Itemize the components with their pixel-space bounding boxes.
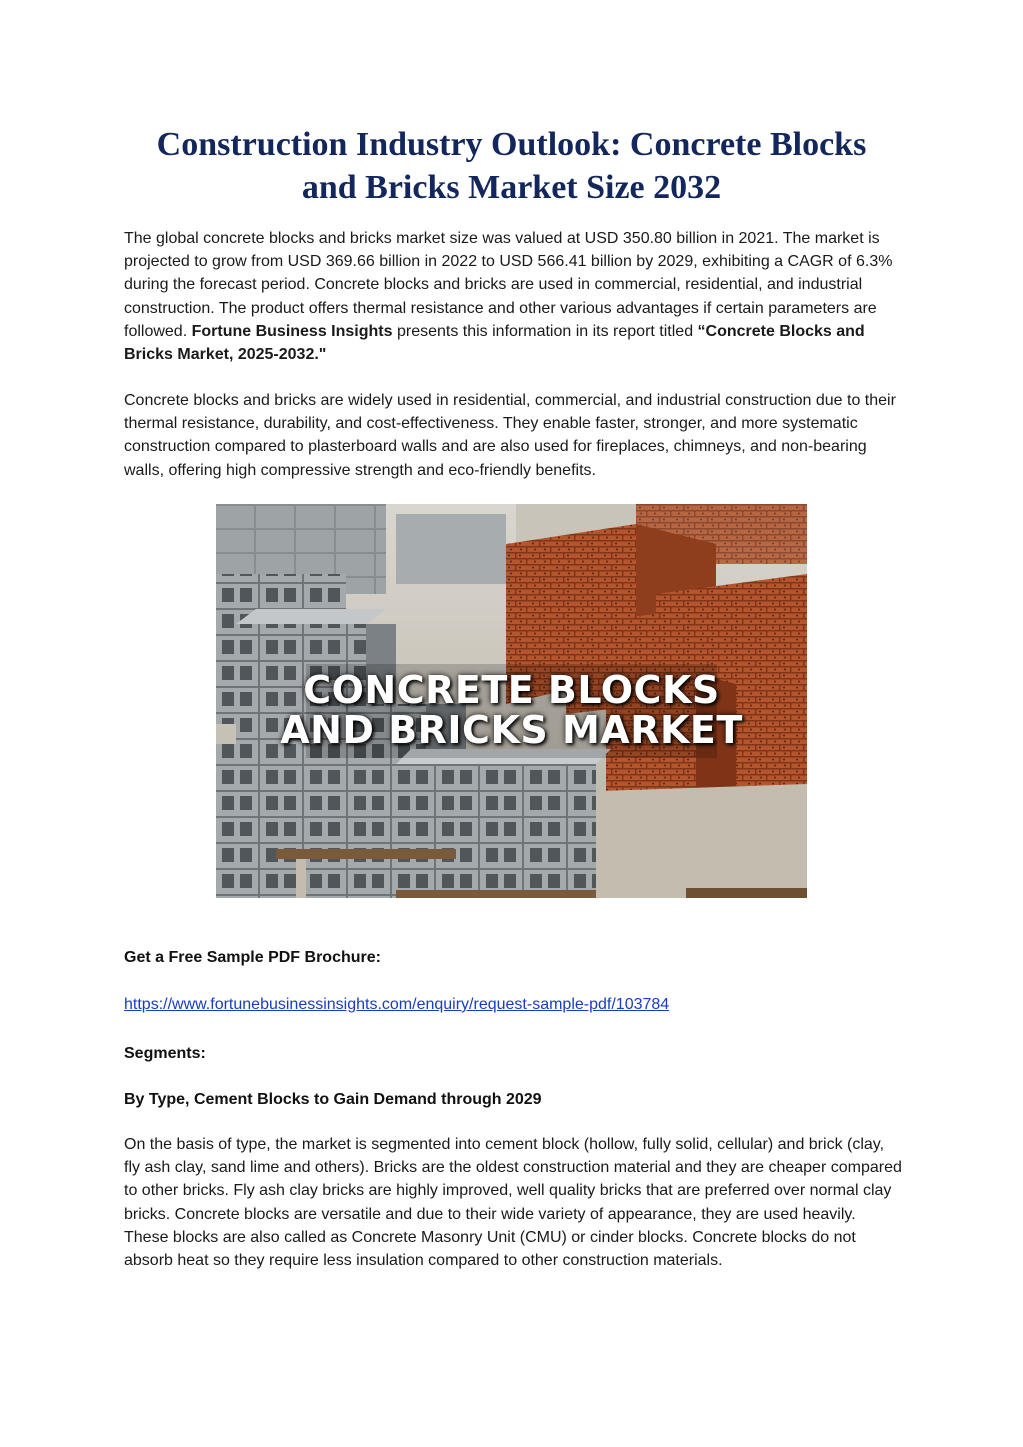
brochure-heading: Get a Free Sample PDF Brochure: — [124, 949, 381, 966]
report-title: “Concrete Blocks and Bricks Market, 2025-2032." — [124, 322, 865, 364]
hero-caption-line-2: AND BRICKS MARKET — [280, 708, 743, 752]
segments-heading: Segments: — [124, 1045, 206, 1062]
page-title — [100, 123, 923, 209]
intro-text-b: presents this information in its report titled — [392, 322, 698, 340]
publisher-name: Fortune Business Insights — [191, 322, 393, 340]
intro-paragraph — [124, 227, 904, 366]
title-line-2: and Bricks Market Size 2032 — [301, 169, 722, 206]
hero-caption-line-1: CONCRETE BLOCKS — [303, 668, 720, 712]
title-line-1: Construction Industry Outlook: Concrete Blocks — [156, 126, 867, 163]
by-type-heading: By Type, Cement Blocks to Gain Demand through 2029 — [124, 1091, 542, 1108]
type-paragraph: On the basis of type, the market is segmented into cement block (hollow, fully solid, cellular) and brick (clay, fly ash clay, sand lime and others). Bricks are the oldest construction material and they are cheaper compared to other bricks. Fly ash clay bricks are highly improved, well quality bricks that are preferred over normal clay bricks. Concrete blocks are versatile and due to their wide variety of appearance, they are used heavily. These blocks are also called as Concrete Masonry Unit (CMU) or cinder blocks. Concrete blocks do not absorb heat so they require less insulation compared to other construction materials. — [124, 1136, 902, 1270]
usage-paragraph: Concrete blocks and bricks are widely used in residential, commercial, and industrial construction due to their thermal resistance, durability, and cost-effectiveness. They enable faster, stronger, and more systematic construction compared to plasterboard walls and are also used for fireplaces, chimneys, and non-bearing walls, offering high compressive strength and eco-friendly benefits. — [124, 392, 896, 479]
intro-text-a: The global concrete blocks and bricks market size was valued at USD 350.80 billion in 2021. The market is projected to grow from USD 369.66 billion in 2022 to USD 566.41 billion by 2029, exhibiting a CAGR of 6.3% during the forecast period. Concrete blocks and bricks are used in commercial, residential, and industrial construction. The product offers thermal resistance and other various advantages if certain parameters are followed. — [124, 230, 893, 340]
brochure-link[interactable]: https://www.fortunebusinessinsights.com/enquiry/request-sample-pdf/103784 — [124, 996, 670, 1013]
hero-image — [216, 504, 807, 898]
